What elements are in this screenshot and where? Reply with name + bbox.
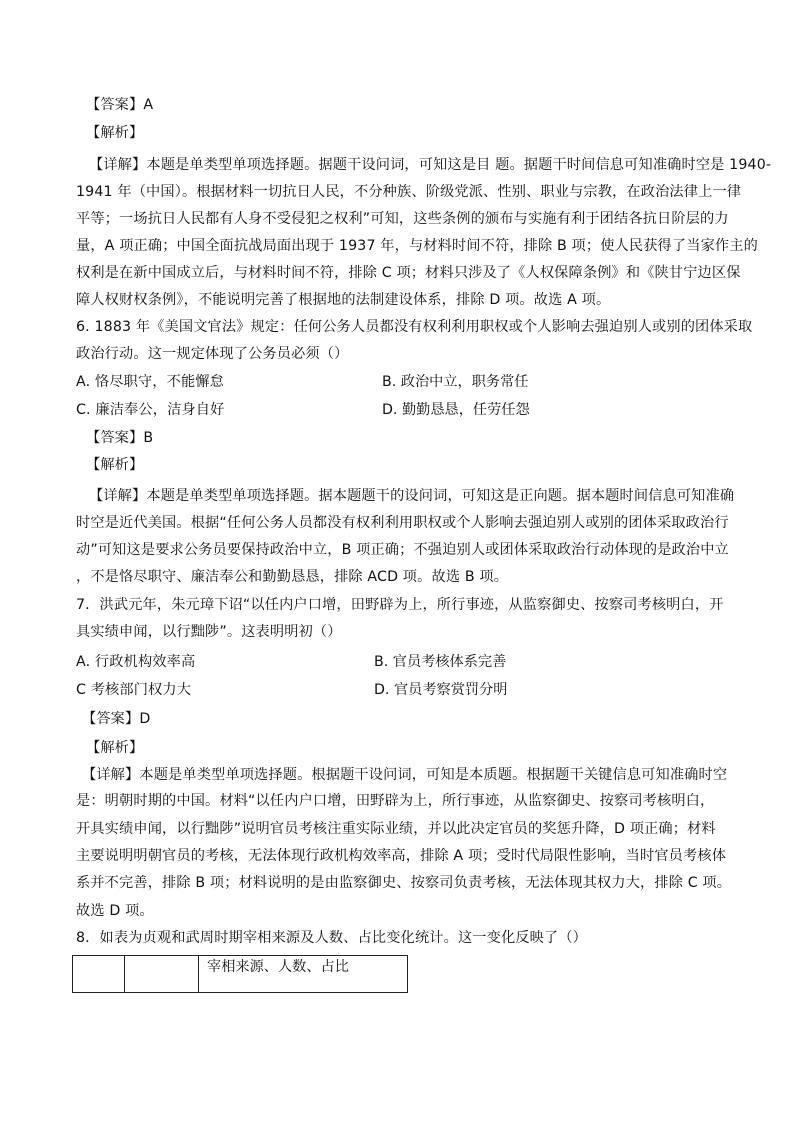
- q7-detail-line: 主要说明明朝官员的考核，无法体现行政机构效率高，排除 A 项；受时代局限性影响，当时官员考核体: [76, 848, 727, 864]
- q7-option-d: D. 官员考察赏罚分明: [374, 682, 508, 698]
- q7-detail-line: 【详解】本题是单类型单项选择题。根据题干设问词，可知是本质题。根据题干关键信息可知准确时空: [82, 767, 728, 783]
- q8-stem: 8．如表为贞观和武周时期宰相来源及人数、占比变化统计。这一变化反映了（）: [76, 930, 587, 946]
- q5-detail-line: 平等；一场抗日人民都有人身不受侵犯之权利”可知，这些条例的颁布与实施有利于团结各抗日阶层的力: [76, 211, 729, 227]
- q7-answer: 【答案】D: [82, 711, 151, 727]
- q5-detail-line: 【详解】本题是单类型单项选择题。据题干设问词，可知这是目 题。据题干时间信息可知准确时空是 1940-: [89, 157, 772, 173]
- q6-detail-line: 【详解】本题是单类型单项选择题。据本题题干的设问词，可知这是正向题。据本题时间信息可知准确: [89, 488, 735, 504]
- q6-stem-line: 6. 1883 年《美国文官法》规定：任何公务人员都没有权利利用职权或个人影响去强迫别人或别的团体采取: [76, 319, 753, 335]
- q6-detail-line: 动”可知这是要求公务员要保持政治中立，B 项正确；不强迫别人或团体采取政治行动体现的是政治中立: [76, 542, 729, 558]
- q5-analysis-label: 【解析】: [86, 125, 144, 141]
- q7-stem-line: 具实绩申闻，以行黜陟”。这表明明初（）: [76, 624, 342, 640]
- q7-detail-line: 系并不完善，排除 B 项；材料说明的是由监察御史、按察司负责考核，无法体现其权力大，排除 C 项。: [76, 875, 732, 891]
- q5-detail-line: 量，A 项正确；中国全面抗战局面出现于 1937 年，与材料时间不符，排除 B 项；使人民获得了当家作主的: [76, 238, 758, 254]
- table-cell: [125, 956, 199, 993]
- q6-stem-line: 政治行动。这一规定体现了公务员必须（）: [76, 346, 349, 362]
- table-row: [73, 956, 408, 993]
- q7-detail-line: 开具实绩申闻，以行黜陟”说明官员考核注重实际业绩，并以此决定官员的奖惩升降，D 项正确；材料: [76, 821, 716, 837]
- q7-analysis-label: 【解析】: [86, 740, 144, 756]
- q6-answer: 【答案】B: [86, 430, 154, 446]
- q5-detail-line: 1941 年（中国）。根据材料一切抗日人民，不分种族、阶级党派、性别、职业与宗教，在政治法律上一律: [76, 184, 742, 200]
- q5-answer: 【答案】A: [86, 97, 154, 113]
- q6-detail-line: 时空是近代美国。根据“任何公务人员都没有权利利用职权或个人影响去强迫别人或别的团体采取政治行: [76, 515, 729, 531]
- q8-table: [72, 955, 408, 993]
- q7-detail-line: 是：明朝时期的中国。材料“以任内户口增，田野辟为上，所行事迹，从监察御史、按察司考核明白，: [76, 793, 715, 809]
- table-header-cell: 宰相来源、人数、占比: [199, 956, 408, 993]
- q6-option-a: A. 恪尽职守，不能懈怠: [76, 374, 224, 390]
- q5-detail-line: 障人权财权条例》，不能说明完善了根据地的法制建设体系，排除 D 项。故选 A 项。: [76, 292, 611, 308]
- q6-analysis-label: 【解析】: [86, 457, 144, 473]
- q7-option-c: C 考核部门权力大: [76, 682, 192, 698]
- q6-option-b: B. 政治中立，职务常任: [382, 374, 529, 390]
- table-cell: [73, 956, 125, 993]
- q5-detail-line: 权利是在新中国成立后，与材料时间不符，排除 C 项；材料只涉及了《人权保障条例》和《陕甘宁边区保: [76, 265, 741, 281]
- q6-option-d: D. 勤勤恳恳，任劳任怨: [382, 402, 530, 418]
- q6-option-c: C. 廉洁奉公，洁身自好: [76, 402, 225, 418]
- q7-option-a: A. 行政机构效率高: [76, 654, 196, 670]
- q7-detail-line: 故选 D 项。: [76, 903, 154, 919]
- q7-stem-line: 7．洪武元年，朱元璋下诏“以任内户口增，田野辟为上，所行事迹，从监察御史、按察司考核明白，开: [76, 597, 724, 613]
- q7-option-b: B. 官员考核体系完善: [374, 654, 507, 670]
- q6-detail-line: ，不是恪尽职守、廉洁奉公和勤勤恳恳，排除 ACD 项。故选 B 项。: [76, 569, 509, 585]
